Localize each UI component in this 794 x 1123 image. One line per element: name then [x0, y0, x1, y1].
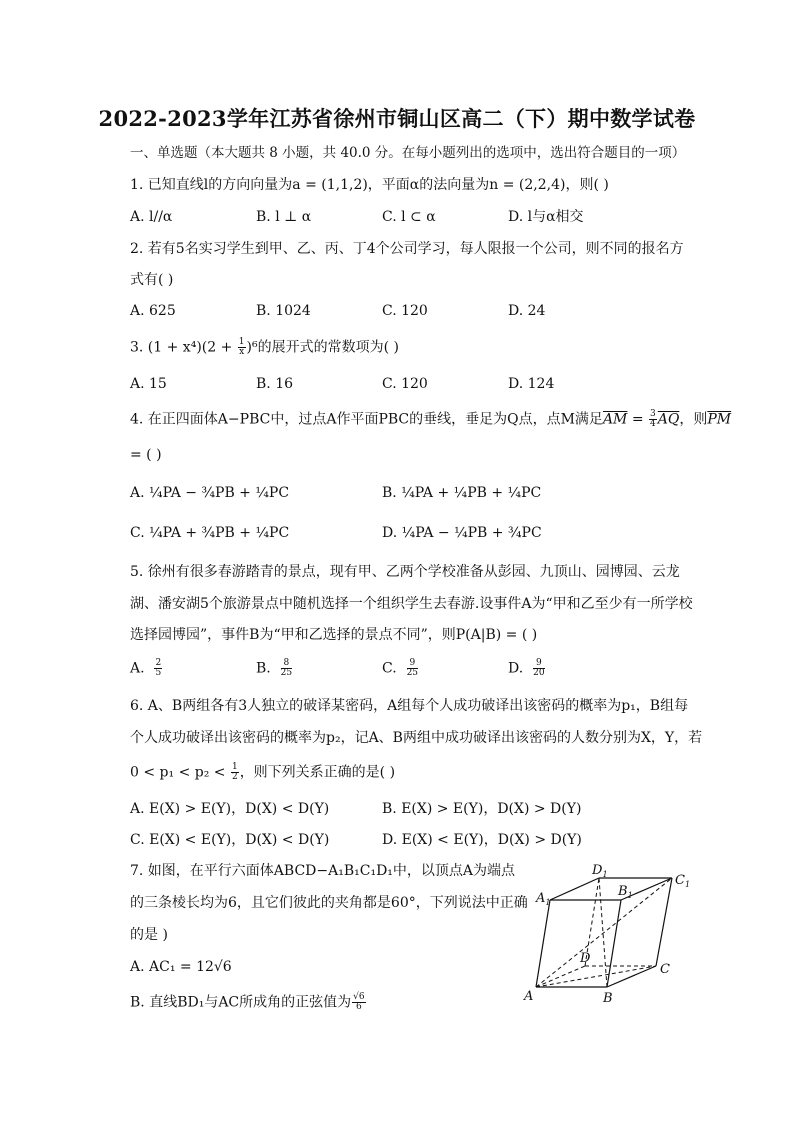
q3-frac-den: x — [239, 347, 245, 357]
question-1-stem: 1. 已知直线l的方向向量为a = (1,1,2)，平面α的法向量为n = (2,2,4)，则( ) — [130, 177, 609, 193]
parallelepiped-figure — [520, 858, 700, 1008]
q5-d-den: 20 — [533, 668, 545, 678]
label-c1-sub: 1 — [684, 880, 691, 889]
section-heading: 一、单选题（本大题共 8 小题，共 40.0 分。在每小题列出的选项中，选出符合题目的一项） — [130, 145, 686, 161]
label-d: D — [580, 951, 591, 966]
label-c: C — [660, 962, 670, 977]
q4-stem-part1: 4. 在正四面体A−PBC中，过点A作平面PBC的垂线，垂足为Q点，点M满足 — [130, 411, 603, 428]
q5-b-num: 8 — [281, 659, 292, 669]
q4-frac-num: 3 — [650, 409, 656, 419]
q1-option-b[interactable]: B. l ⊥ α — [256, 209, 312, 225]
q3-frac-num: 1 — [238, 337, 245, 347]
q5-option-a-fraction — [154, 659, 162, 678]
q6-stem-tail: ，则下列关系正确的是( ) — [239, 764, 396, 781]
q3-suffix: )⁶的展开式的常数项为( ) — [246, 339, 399, 356]
question-7-stem-line1: 7. 如图，在平行六面体ABCD−A₁B₁C₁D₁中，以顶点A为端点 — [130, 863, 516, 879]
q3-fraction — [238, 338, 246, 357]
q3-option-a[interactable]: A. 15 — [130, 376, 167, 392]
q5-option-c[interactable] — [382, 659, 419, 678]
q5-b-den: 25 — [280, 668, 293, 678]
q6-fraction — [231, 763, 239, 782]
question-7-stem-line2: 的三条棱长均为6，且它们彼此的夹角都是60°，下列说法中正确 — [130, 895, 528, 911]
q7-b-den: 6 — [356, 1002, 362, 1012]
q4-option-d[interactable]: D. ¼PA − ¼PB + ¾PC — [382, 525, 542, 541]
q3-prefix: 3. (1 + x⁴)(2 + — [130, 339, 237, 356]
q4-option-c[interactable]: C. ¼PA + ¾PB + ¼PC — [130, 525, 290, 541]
q2-option-a[interactable]: A. 625 — [130, 303, 176, 319]
question-6-stem-line3 — [130, 763, 395, 782]
q5-option-d[interactable] — [508, 659, 546, 678]
question-2-stem-line2: 式有( ) — [130, 272, 174, 288]
q5-d-num: 9 — [533, 659, 544, 669]
label-b1-letter: B — [618, 884, 628, 899]
edge-bc — [607, 966, 656, 987]
parallelepiped-svg — [520, 858, 700, 1008]
question-2-stem-line1: 2. 若有5名实习学生到甲、乙、丙、丁4个公司学习，每人限报一个公司，则不同的报名方 — [130, 241, 684, 257]
q4-frac-den: 4 — [650, 419, 656, 429]
question-3-stem — [130, 338, 399, 357]
question-4-stem-line2: = ( ) — [130, 447, 162, 463]
q5-option-d-fraction — [533, 659, 544, 678]
label-c1-letter: C — [675, 873, 685, 888]
q1-option-c[interactable]: C. l ⊂ α — [382, 209, 436, 225]
q7-option-b-text: B. 直线BD₁与AC所成角的正弦值为 — [130, 994, 352, 1011]
question-5-stem-line3: 选择园博园”，事件B为“甲和乙选择的景点不同”，则P(A|B) = ( ) — [130, 627, 538, 643]
q7-option-b-fraction — [352, 993, 365, 1012]
q5-option-a-label: A. — [130, 660, 145, 677]
q4-option-b[interactable]: B. ¼PA + ¼PB + ¼PC — [382, 485, 542, 501]
diagonal-ac — [536, 966, 656, 987]
q5-a-den: 5 — [155, 668, 162, 678]
q4-vector-aq: $\overline{AQ}$ — [657, 411, 680, 428]
q1-option-a[interactable]: A. l//α — [130, 209, 173, 225]
q4-vector-am: $\overline{AM}$ — [602, 411, 628, 428]
q6-inequality: 0 < p₁ < p₂ < — [130, 764, 230, 781]
question-5-stem-line2: 湖、潘安湖5个旅游景点中随机选择一个组织学生去春游.设事件A为“甲和乙至少有一所学校 — [130, 596, 693, 612]
q4-then: ，则 — [679, 411, 708, 428]
label-d1-letter: D — [592, 863, 603, 878]
label-a1-sub: 1 — [545, 898, 551, 907]
question-5-stem-line1: 5. 徐州有很多春游踏青的景点，现有甲、乙两个学校准备从彭园、九顶山、园博园、云龙 — [130, 564, 680, 580]
question-7-stem-line3: 的是 ) — [130, 927, 168, 943]
q5-option-a[interactable] — [130, 659, 163, 678]
label-d1-sub: 1 — [602, 870, 608, 879]
q2-option-b[interactable]: B. 1024 — [256, 303, 311, 319]
question-6-stem-line1: 6. A、B两组各有3人独立的破译某密码，A组每个人成功破译出该密码的概率为p₁，B组每 — [130, 698, 689, 714]
question-4-stem-line1 — [130, 410, 731, 429]
q4-fraction — [649, 410, 657, 429]
edge-bb1 — [607, 900, 621, 987]
q3-option-d[interactable]: D. 124 — [508, 376, 555, 392]
q5-option-b[interactable] — [256, 659, 293, 678]
edge-ad-hidden — [536, 966, 585, 987]
label-b1 — [617, 884, 633, 900]
q5-c-num: 9 — [407, 659, 418, 669]
edge-cc1 — [656, 878, 672, 966]
q5-a-num: 2 — [155, 658, 162, 668]
page-title: 2022-2023学年江苏省徐州市铜山区高二（下）期中数学试卷 — [98, 106, 696, 131]
q5-option-b-label: B. — [256, 660, 271, 677]
q6-option-b[interactable]: B. E(X) > E(Y)，D(X) > D(Y) — [382, 801, 582, 817]
q2-option-d[interactable]: D. 24 — [508, 303, 546, 319]
label-a1-letter: A — [536, 891, 546, 906]
edge-a1d1 — [550, 878, 599, 900]
q4-option-a[interactable]: A. ¼PA − ¾PB + ¼PC — [130, 485, 290, 501]
q6-frac-den: 2 — [231, 772, 238, 782]
edge-aa1 — [536, 900, 550, 987]
q7-option-b[interactable] — [130, 993, 367, 1012]
q6-frac-num: 1 — [231, 762, 238, 772]
label-d1 — [591, 863, 608, 879]
q5-option-d-label: D. — [508, 660, 524, 677]
q7-b-num: √6 — [353, 992, 365, 1002]
q4-vector-pm: $\overline{PM}$ — [707, 411, 732, 428]
question-6-stem-line2: 个人成功破译出该密码的概率为p₂，记A、B两组中成功破译出该密码的人数分别为X，Y，若 — [130, 730, 703, 746]
q3-option-c[interactable]: C. 120 — [382, 376, 428, 392]
q6-option-d[interactable]: D. E(X) < E(Y)，D(X) > D(Y) — [382, 832, 582, 848]
q3-option-b[interactable]: B. 16 — [256, 376, 294, 392]
label-a: A — [524, 989, 534, 1004]
diagonal-bd1 — [599, 878, 607, 987]
q1-option-d[interactable]: D. l与α相交 — [508, 209, 584, 225]
q7-option-a[interactable]: A. AC₁ = 12√6 — [130, 959, 232, 975]
q5-option-c-label: C. — [382, 660, 397, 677]
q6-option-c[interactable]: C. E(X) < E(Y)，D(X) < D(Y) — [130, 832, 330, 848]
q6-option-a[interactable]: A. E(X) > E(Y)，D(X) < D(Y) — [130, 801, 330, 817]
q2-option-c[interactable]: C. 120 — [382, 303, 428, 319]
q5-option-c-fraction — [407, 659, 418, 678]
label-b1-sub: 1 — [627, 891, 633, 900]
label-b: B — [603, 991, 613, 1006]
label-c1 — [675, 873, 690, 889]
q5-option-b-fraction — [281, 659, 292, 678]
label-a1 — [535, 891, 550, 907]
q4-equals: = — [627, 411, 649, 428]
q5-c-den: 25 — [406, 668, 419, 678]
diagonal-ac1 — [536, 878, 672, 987]
